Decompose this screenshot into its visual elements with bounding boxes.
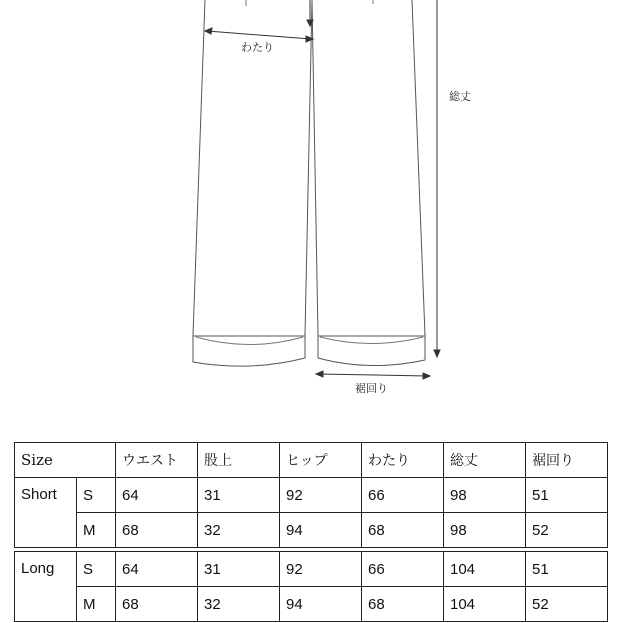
table-cell: 52 xyxy=(526,513,608,548)
table-cell: 64 xyxy=(116,552,198,587)
size-cell: S xyxy=(77,552,116,587)
sotake-arrow-head xyxy=(434,350,440,357)
susomawari-arrow-line xyxy=(318,374,428,376)
table-cell: 68 xyxy=(116,587,198,622)
group-label-long: Long xyxy=(15,552,77,622)
table-cell: 94 xyxy=(280,587,362,622)
header-rise: 股上 xyxy=(198,443,280,478)
table-row xyxy=(15,478,608,513)
table-cell: 64 xyxy=(116,478,198,513)
table-cell: 51 xyxy=(526,478,608,513)
table-cell: 92 xyxy=(280,478,362,513)
table-cell: 31 xyxy=(198,552,280,587)
table-row xyxy=(15,587,608,622)
susomawari-label: 裾回り xyxy=(355,382,388,395)
table-cell: 68 xyxy=(116,513,198,548)
table-header-row xyxy=(15,443,608,478)
table-cell: 66 xyxy=(362,552,444,587)
table-cell: 98 xyxy=(444,478,526,513)
header-size: Size xyxy=(15,443,116,478)
header-thigh: わたり xyxy=(362,443,444,478)
header-waist: ウエスト xyxy=(116,443,198,478)
size-cell: M xyxy=(77,513,116,548)
table-cell: 32 xyxy=(198,513,280,548)
sotake-label: 総丈 xyxy=(449,90,471,103)
susomawari-arrow-head-right xyxy=(423,373,430,379)
table-cell: 51 xyxy=(526,552,608,587)
table-cell: 94 xyxy=(280,513,362,548)
table-cell: 31 xyxy=(198,478,280,513)
size-table xyxy=(14,442,608,548)
size-table-long xyxy=(14,551,608,622)
header-hip: ヒップ xyxy=(280,443,362,478)
table-cell: 98 xyxy=(444,513,526,548)
table-cell: 68 xyxy=(362,587,444,622)
table-cell: 68 xyxy=(362,513,444,548)
left-leg-outline xyxy=(193,0,312,366)
table-cell: 32 xyxy=(198,587,280,622)
left-cuff-curve xyxy=(196,337,303,345)
watari-label: わたり xyxy=(241,41,274,54)
right-leg-outline xyxy=(312,0,425,366)
table-cell: 104 xyxy=(444,587,526,622)
table-cell: 66 xyxy=(362,478,444,513)
watari-arrow-line xyxy=(207,31,311,39)
right-cuff-curve xyxy=(320,337,423,344)
size-cell: S xyxy=(77,478,116,513)
watari-arrow-head-left xyxy=(205,28,212,34)
header-hem: 裾回り xyxy=(526,443,608,478)
group-label-short: Short xyxy=(15,478,77,548)
table-cell: 92 xyxy=(280,552,362,587)
size-cell: M xyxy=(77,587,116,622)
table-row xyxy=(15,513,608,548)
header-length: 総丈 xyxy=(444,443,526,478)
table-cell: 104 xyxy=(444,552,526,587)
table-row xyxy=(15,552,608,587)
table-cell: 52 xyxy=(526,587,608,622)
susomawari-arrow-head-left xyxy=(316,371,323,377)
watari-arrow-head-right xyxy=(306,36,313,42)
